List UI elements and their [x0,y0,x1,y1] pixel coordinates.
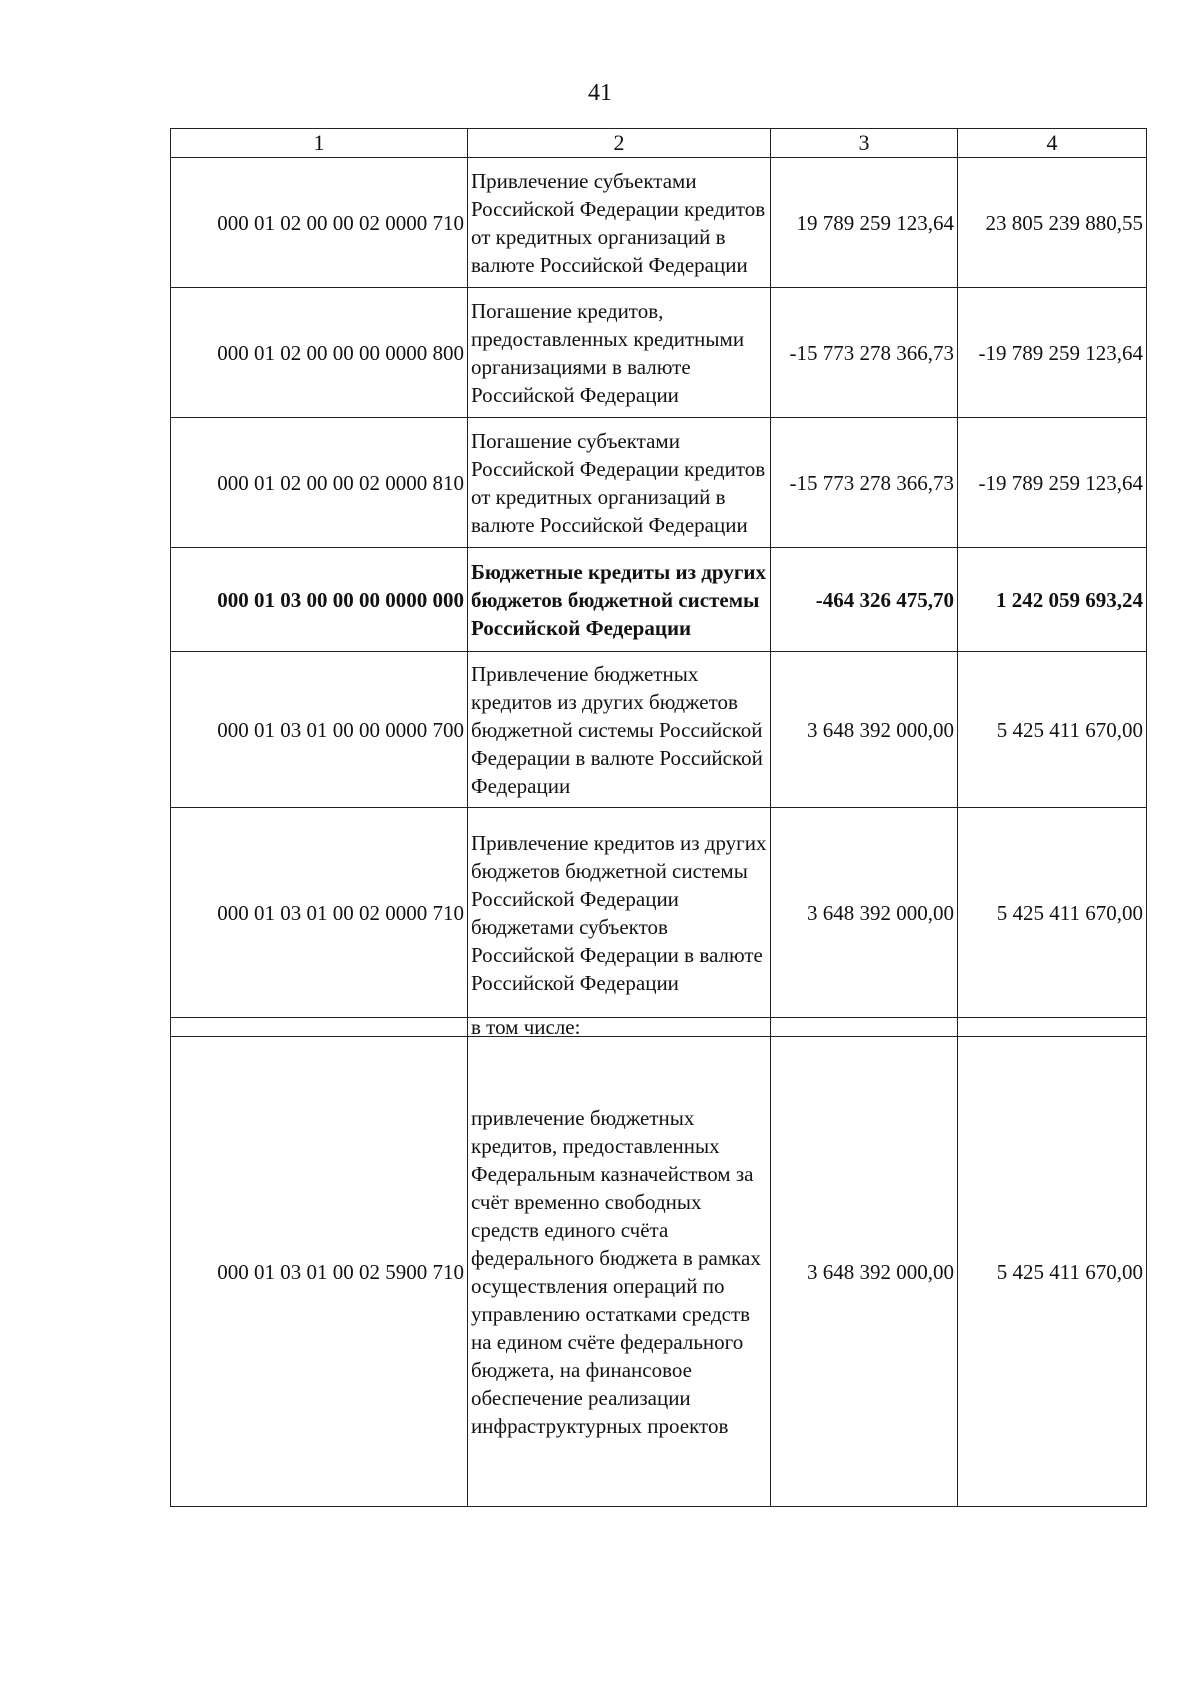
classification-code: 000 01 03 01 00 02 0000 710 [171,808,468,1018]
row-description: Бюджетные кредиты из других бюджетов бюджетной системы Российской Федерации [468,548,771,652]
amount-column-4: 5 425 411 670,00 [958,652,1147,808]
amount-column-4 [958,1018,1147,1037]
amount-column-3: 3 648 392 000,00 [771,1037,958,1507]
classification-code: 000 01 03 00 00 00 0000 000 [171,548,468,652]
row-description: Привлечение кредитов из других бюджетов бюджетной системы Российской Федерации бюджетами субъектов Российской Федерации в валюте Российской Федерации [468,808,771,1018]
column-number-header: 3 [771,129,958,158]
amount-column-3: -15 773 278 366,73 [771,418,958,548]
classification-code [171,1018,468,1037]
amount-column-4: 1 242 059 693,24 [958,548,1147,652]
table-row [171,652,1147,808]
column-number-row [171,129,1147,158]
column-number-header: 2 [468,129,771,158]
row-description: Погашение кредитов, предоставленных кредитными организациями в валюте Российской Федерации [468,288,771,418]
row-description: привлечение бюджетных кредитов, предоставленных Федеральным казначейством за счёт временно свободных средств единого счёта федерального бюджета в рамках осуществления операций по управлению остатками средств на едином счёте федерального бюджета, на финансовое обеспечение реализации инфраструктурных проектов [468,1037,771,1507]
classification-code: 000 01 02 00 00 02 0000 810 [171,418,468,548]
amount-column-4: 5 425 411 670,00 [958,1037,1147,1507]
row-description: Погашение субъектами Российской Федерации кредитов от кредитных организаций в валюте Российской Федерации [468,418,771,548]
classification-code: 000 01 02 00 00 00 0000 800 [171,288,468,418]
amount-column-4: 5 425 411 670,00 [958,808,1147,1018]
table-row [171,1037,1147,1507]
page-number: 41 [588,80,612,106]
column-number-header: 1 [171,129,468,158]
classification-code: 000 01 02 00 00 02 0000 710 [171,158,468,288]
amount-column-3 [771,1018,958,1037]
amount-column-3: 3 648 392 000,00 [771,652,958,808]
row-description: в том числе: [468,1018,771,1037]
table-row-subheader [171,1018,1147,1037]
classification-code: 000 01 03 01 00 00 0000 700 [171,652,468,808]
row-description: Привлечение бюджетных кредитов из других бюджетов бюджетной системы Российской Федерации в валюте Российской Федерации [468,652,771,808]
table-row [171,158,1147,288]
amount-column-4: -19 789 259 123,64 [958,418,1147,548]
amount-column-4: -19 789 259 123,64 [958,288,1147,418]
column-number-header: 4 [958,129,1147,158]
budget-sources-table [170,128,1147,1507]
table-row-section-total [171,548,1147,652]
amount-column-3: -464 326 475,70 [771,548,958,652]
amount-column-3: 3 648 392 000,00 [771,808,958,1018]
table-row [171,808,1147,1018]
table-row [171,418,1147,548]
amount-column-4: 23 805 239 880,55 [958,158,1147,288]
classification-code: 000 01 03 01 00 02 5900 710 [171,1037,468,1507]
table-row [171,288,1147,418]
amount-column-3: -15 773 278 366,73 [771,288,958,418]
amount-column-3: 19 789 259 123,64 [771,158,958,288]
row-description: Привлечение субъектами Российской Федерации кредитов от кредитных организаций в валюте Российской Федерации [468,158,771,288]
